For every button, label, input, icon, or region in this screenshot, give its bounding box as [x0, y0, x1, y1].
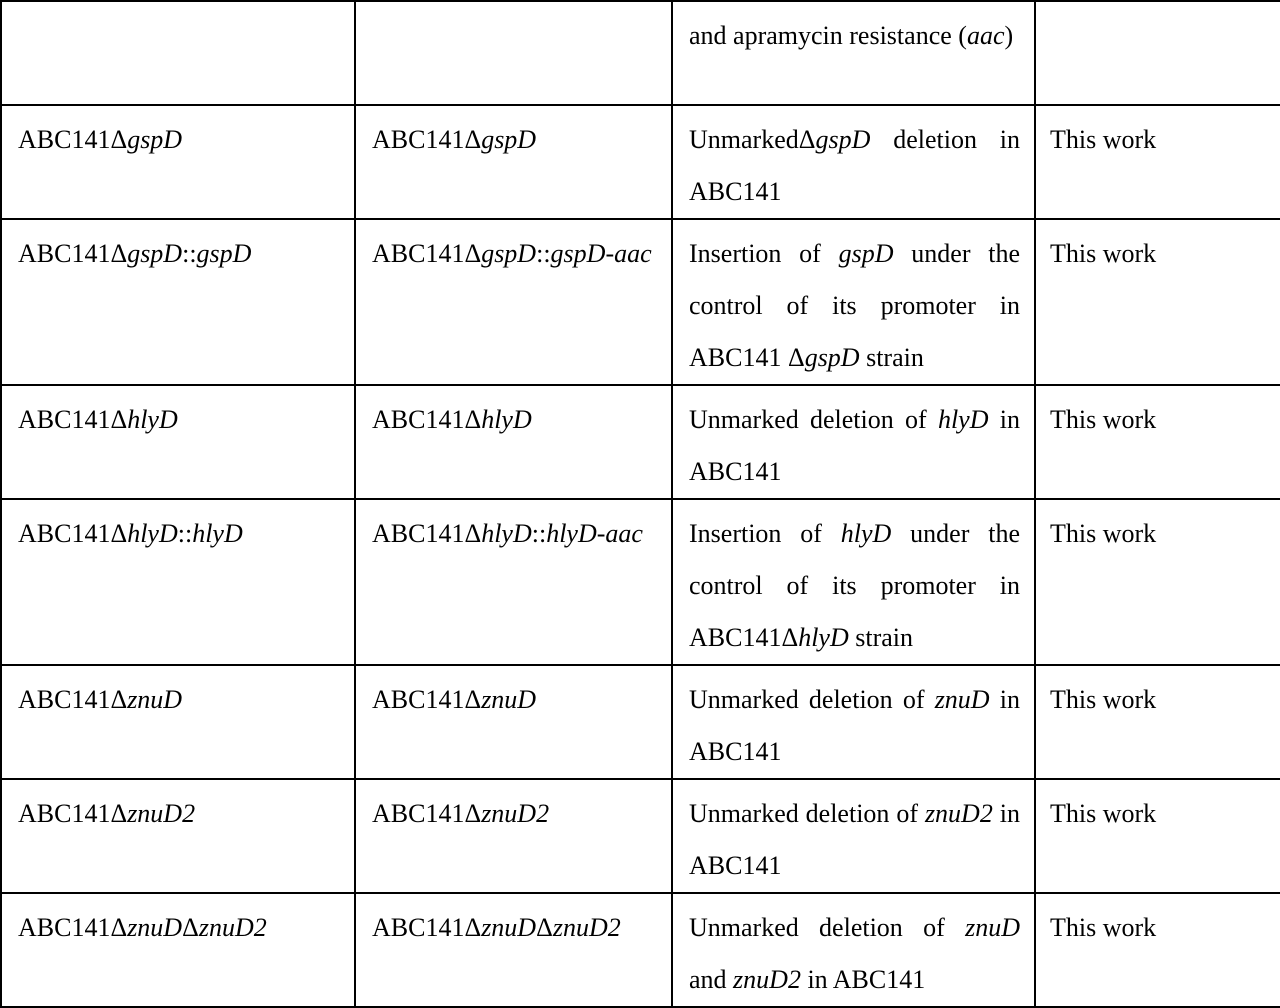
- strain-text: ABC141ΔhlyD::hlyD: [18, 519, 243, 548]
- description-cell: [672, 385, 1035, 499]
- reference-cell: [1035, 499, 1280, 665]
- genotype-text: ABC141ΔhlyD: [372, 405, 532, 434]
- description-cell: [672, 105, 1035, 219]
- genotype-text: ABC141ΔznuD2: [372, 799, 550, 828]
- reference-cell: [1035, 665, 1280, 779]
- strain-text: ABC141ΔgspD::gspD: [18, 239, 252, 268]
- strain-cell: [1, 499, 355, 665]
- strain-text: ABC141ΔznuD: [18, 685, 183, 714]
- table-row: [1, 665, 1280, 779]
- description-text: Unmarked deletion of hlyD in ABC141: [689, 405, 1020, 486]
- genotype-cell: [355, 779, 672, 893]
- genotype-text: ABC141ΔznuD: [372, 685, 537, 714]
- table-row: [1, 219, 1280, 385]
- genotype-cell: [355, 893, 672, 1007]
- strain-cell: [1, 1, 355, 105]
- description-cell: [672, 779, 1035, 893]
- description-text: Unmarked deletion of znuD2 in ABC141: [689, 799, 1020, 880]
- strain-cell: [1, 105, 355, 219]
- reference-text: This work: [1050, 799, 1157, 828]
- genotype-text: ABC141ΔznuDΔznuD2: [372, 913, 621, 942]
- table-row: [1, 779, 1280, 893]
- table-row: [1, 893, 1280, 1007]
- strain-cell: [1, 219, 355, 385]
- genotype-cell: [355, 219, 672, 385]
- strain-cell: [1, 385, 355, 499]
- reference-text: This work: [1050, 519, 1157, 548]
- description-cell: [672, 893, 1035, 1007]
- description-text: Unmarked deletion of znuD in ABC141: [689, 685, 1020, 766]
- table-row: [1, 1, 1280, 105]
- strain-cell: [1, 779, 355, 893]
- strain-text: ABC141ΔznuDΔznuD2: [18, 913, 267, 942]
- description-text: and apramycin resistance (aac): [689, 21, 1014, 50]
- reference-text: This work: [1050, 685, 1157, 714]
- reference-text: This work: [1050, 239, 1157, 268]
- reference-cell: [1035, 105, 1280, 219]
- description-text: Insertion of gspD under the control of its promoter in ABC141 ΔgspD strain: [689, 239, 1020, 372]
- genotype-cell: [355, 665, 672, 779]
- reference-text: This work: [1050, 405, 1157, 434]
- genotype-cell: [355, 105, 672, 219]
- description-text: UnmarkedΔgspD deletion in ABC141: [689, 125, 1020, 206]
- reference-text: This work: [1050, 913, 1157, 942]
- description-cell: [672, 665, 1035, 779]
- description-cell: [672, 499, 1035, 665]
- table-row: [1, 105, 1280, 219]
- reference-cell: [1035, 1, 1280, 105]
- table-body: [1, 1, 1280, 1007]
- table-row: [1, 499, 1280, 665]
- description-cell: [672, 1, 1035, 105]
- genotype-cell: [355, 1, 672, 105]
- description-text: Unmarked deletion of znuD and znuD2 in ABC141: [689, 913, 1020, 994]
- strain-cell: [1, 665, 355, 779]
- table-row: [1, 385, 1280, 499]
- reference-text: This work: [1050, 125, 1157, 154]
- reference-cell: [1035, 219, 1280, 385]
- genotype-text: ABC141ΔgspD::gspD-aac: [372, 239, 652, 268]
- reference-cell: [1035, 385, 1280, 499]
- genotype-cell: [355, 499, 672, 665]
- description-cell: [672, 219, 1035, 385]
- strain-text: ABC141ΔznuD2: [18, 799, 196, 828]
- strain-text: ABC141ΔhlyD: [18, 405, 178, 434]
- reference-cell: [1035, 779, 1280, 893]
- genotype-text: ABC141ΔhlyD::hlyD-aac: [372, 519, 643, 548]
- strain-cell: [1, 893, 355, 1007]
- strain-text: ABC141ΔgspD: [18, 125, 183, 154]
- description-text: Insertion of hlyD under the control of its promoter in ABC141ΔhlyD strain: [689, 519, 1020, 652]
- reference-cell: [1035, 893, 1280, 1007]
- genotype-text: ABC141ΔgspD: [372, 125, 537, 154]
- genotype-cell: [355, 385, 672, 499]
